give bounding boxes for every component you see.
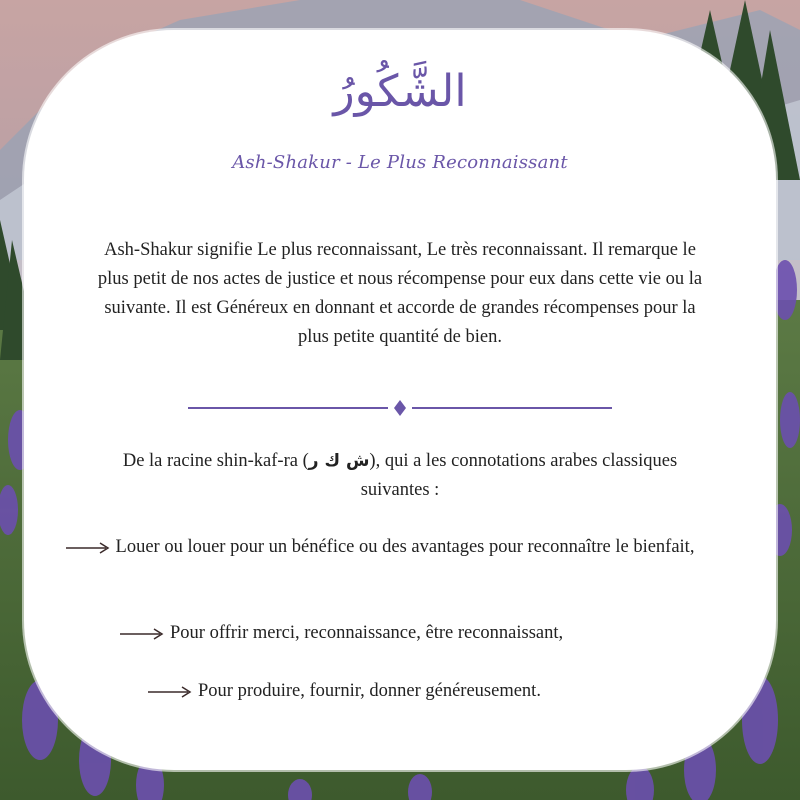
list-item — [55, 533, 705, 562]
root-intro-text — [110, 447, 690, 505]
list-item — [148, 677, 648, 706]
root-intro-after: ), qui a les connotations arabes classiques suivantes : — [360, 451, 678, 500]
diamond-divider-icon — [188, 400, 612, 416]
arabic-root-letters: ش ك ر — [308, 451, 370, 471]
name-description: Ash-Shakur signifie Le plus reconnaissant, Le très reconnaissant. Il remarque le plus petit de nos actes de justice et nous récompense pour eux dans cette vie ou la suivante. Il est Généreux en donnant et accorde de grandes récompenses pour la plus petite quantité de bien. — [97, 240, 703, 347]
list-item-text: Louer ou louer pour un bénéfice ou des avantages pour reconnaître le bienfait, — [115, 537, 695, 557]
arabic-name-title: الشَّكُورُ — [333, 66, 467, 117]
arrow-right-icon — [66, 542, 110, 554]
arrow-right-icon — [120, 628, 164, 640]
list-item-text: Pour produire, fournir, donner généreusement. — [198, 681, 541, 701]
list-item-text: Pour offrir merci, reconnaissance, être reconnaissant, — [170, 623, 564, 643]
name-subtitle: Ash-Shakur - Le Plus Reconnaissant — [232, 152, 568, 173]
root-intro-before: De la racine shin-kaf-ra ( — [122, 451, 309, 471]
arrow-right-icon — [148, 686, 192, 698]
list-item — [120, 619, 640, 648]
